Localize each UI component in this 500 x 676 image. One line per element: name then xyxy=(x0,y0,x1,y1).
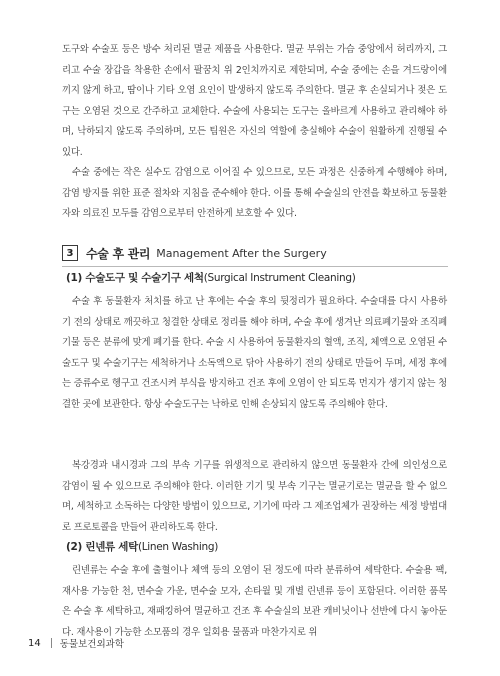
page-footer xyxy=(28,636,124,650)
section-number-box: 3 xyxy=(62,245,78,261)
body-paragraph: 린넨류는 수술 후에 출혈이나 체액 등의 오염이 된 정도에 따라 분류하여 세탁한다. 수술용 팩, 재사용 가능한 천, 면수술 가운, 면수술 모자, 손타월 및 개별 린넨류 등이 포함된다. 이러한 품목은 수술 후 세탁하고, 재패킹하여 멸균하고 건조 후 수술실의 보관 캐비닛이나 선반에 다시 놓아둔다. 재사용이 가능한 소모품의 경우 일회용 물품과 마찬가지로 위 xyxy=(62,565,447,638)
body-paragraph: 수술 중에는 작은 실수도 감염으로 이어질 수 있으므로, 모든 과정은 신중하게 수행해야 하며, 감염 방지를 위한 표준 절차와 지침을 준수해야 한다. 이를 통해 수술실의 안전을 확보하고 동물환자와 의료진 모두를 감염으로부터 안전하게 보호할 수 있다. xyxy=(62,167,447,219)
body-paragraph: 도구와 수술포 등은 방수 처리된 멸균 제품을 사용한다. 멸균 부위는 가슴 중앙에서 허리까지, 그리고 수술 장갑을 착용한 손에서 팔꿈치 위 2인치까지로 제한되며, 수술 중에는 손을 겨드랑이에 끼지 않게 하고, 땀이나 기타 오염 요인이 발생하지 않도록 주의한다. 멸균 후 손실되거나 젖은 도구는 오염된 것으로 간주하고 교체한다. 수술에 사용되는 도구는 올바르게 사용하고 관리해야 하며, 낙하되지 않도록 주의하며, 모든 팀원은 자신의 역할에 충실해야 수술이 원활하게 진행될 수 있다. xyxy=(62,44,447,158)
subsection-title-english: (Linen Washing) xyxy=(137,541,219,553)
subsection-title: (1) 수술도구 및 수술기구 세척 xyxy=(66,272,204,284)
body-paragraph: 수술 후 동물환자 처치를 하고 난 후에는 수술 후의 뒷정리가 필요하다. 수술대를 다시 사용하기 전의 상태로 깨끗하고 청결한 상태로 정리를 해야 하며, 수술 후에 생겨난 의료폐기물와 조직폐기물 등은 분류에 맞게 폐기를 한다. 수술 시 사용하여 동물환자의 혈액, 조직, 체액으로 오염된 수술도구 및 수술기구는 세척하거나 소독액으로 닦아 사용하기 전의 상태로 만들어 두며, 세정 후에는 증류수로 헹구고 건조시켜 부식을 방지하고 건조 후에 오염이 안 되도록 먼지가 생기지 않는 청결한 곳에 보관한다. 항상 수술도구는 낙하로 인해 손상되지 않도록 주의해야 한다. xyxy=(62,296,447,410)
subsection-title-english: (Surgical Instrument Cleaning) xyxy=(203,272,356,284)
section-title: 수술 후 관리 xyxy=(86,246,151,261)
book-title: 동물보건외과학 xyxy=(59,639,124,650)
subsection-title: (2) 린넨류 세탁 xyxy=(66,541,138,553)
subsection-heading xyxy=(66,539,218,554)
footer-divider xyxy=(51,638,52,648)
page-number: 14 xyxy=(28,637,41,649)
body-paragraph: 복강경과 내시경과 그의 부속 기구를 위생적으로 관리하지 않으면 동물환자 간에 의인성으로 감염이 될 수 있으므로 주의해야 한다. 이러한 기기 및 부속 기구는 멸균기로는 멸균을 할 수 없으며, 세척하고 소독하는 다양한 방법이 있으므로, 기기에 따라 그 제조업체가 권장하는 세정 방법대로 프로토콜을 만들어 관리하도록 한다. xyxy=(62,460,447,533)
section-heading xyxy=(62,240,448,267)
subsection-heading xyxy=(66,270,356,285)
section-title-english: Management After the Surgery xyxy=(156,246,327,260)
